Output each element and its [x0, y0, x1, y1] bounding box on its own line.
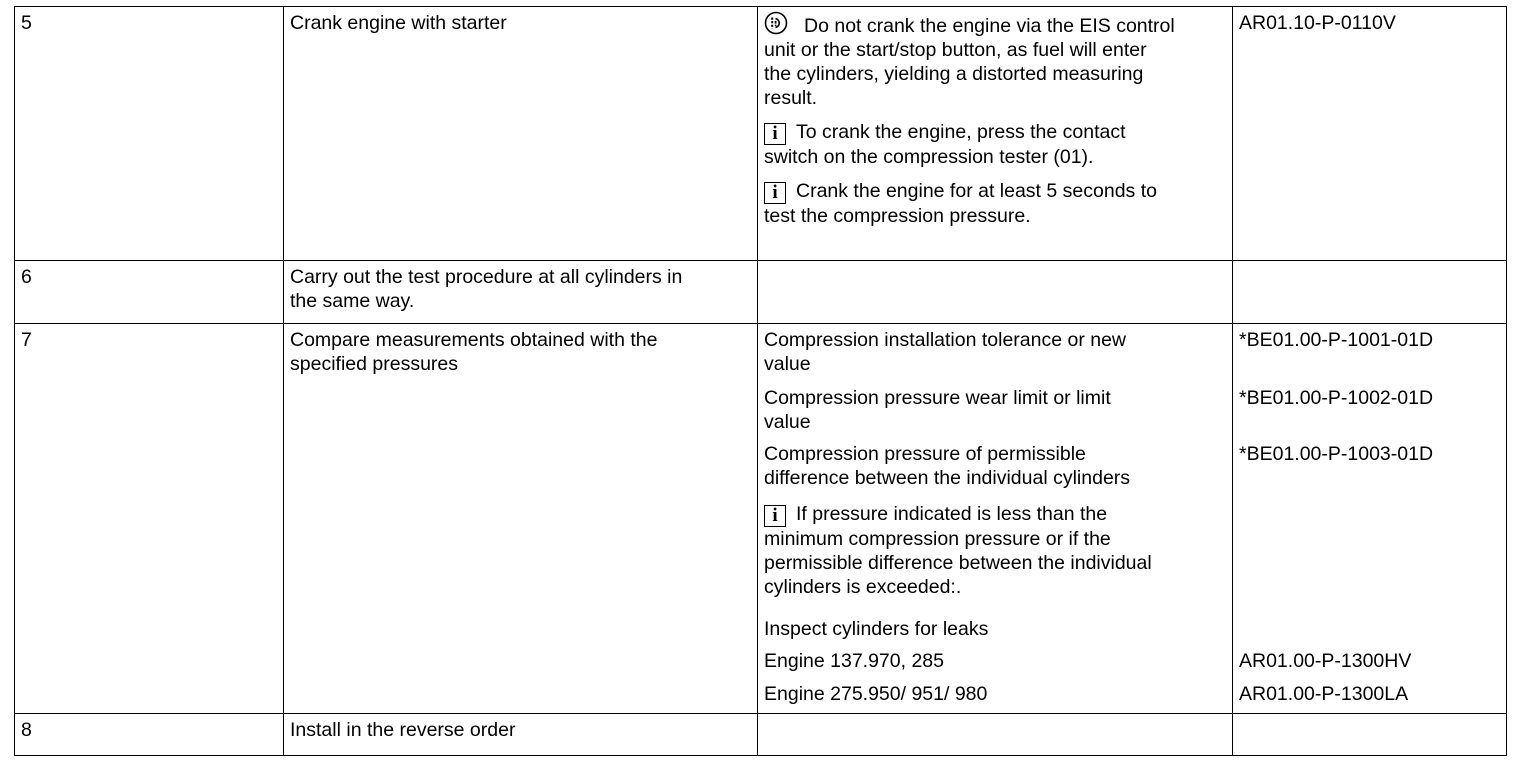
info-note-duration: i Crank the engine for at least 5 seconds to test the compression pressure. [764, 180, 1157, 227]
spec-item-inspect: Inspect cylinders for leaks [764, 618, 989, 640]
step-action: Compare measurements obtained with the specified pressures [284, 324, 758, 714]
spec-item-engine-275: Engine 275.950/ 951/ 980 [764, 683, 988, 705]
warning-icon [764, 11, 788, 35]
step-reference [1233, 324, 1507, 714]
ref-engine-137: AR01.00-P-1300HV [1239, 650, 1412, 672]
step-reference: AR01.10-P-0110V [1233, 7, 1507, 261]
spec-item-difference: Compression pressure of permissible difference between the individual cylinders [764, 443, 1131, 489]
info-icon: i [764, 505, 786, 527]
table-row-step-5 [15, 7, 1507, 261]
procedure-table [14, 6, 1507, 756]
warning-note: Do not crank the engine via the EIS control unit or the start/stop button, as fuel will enter the cylinders, yielding a distorted measuring result. [764, 11, 1226, 110]
step-number: 7 [15, 324, 284, 714]
ref-new-value: *BE01.00-P-1001-01D [1239, 329, 1434, 351]
step-number: 8 [15, 714, 284, 756]
ref-engine-275: AR01.00-P-1300LA [1239, 683, 1409, 705]
step-number: 5 [15, 7, 284, 261]
ref-inspect [1239, 617, 1500, 649]
step-reference [1233, 714, 1507, 756]
step-reference [1233, 261, 1507, 324]
step-notes [758, 324, 1233, 714]
step-action: Crank engine with starter [284, 7, 758, 261]
step-notes [758, 714, 1233, 756]
ref-difference: *BE01.00-P-1003-01D [1239, 443, 1434, 465]
table-row-step-7 [15, 324, 1507, 714]
ref-wear-limit: *BE01.00-P-1002-01D [1239, 387, 1434, 409]
spec-item-wear-limit: Compression pressure wear limit or limit value [764, 387, 1111, 433]
table-row-step-6 [15, 261, 1507, 324]
step-notes [758, 261, 1233, 324]
info-icon: i [764, 182, 786, 204]
table-row-step-8 [15, 714, 1507, 756]
step-number: 6 [15, 261, 284, 324]
step-action: Install in the reverse order [284, 714, 758, 756]
step-notes [758, 7, 1233, 261]
info-icon: i [764, 123, 786, 145]
info-note-pressure: i If pressure indicated is less than the minimum compression pressure or if the permissible difference between the individual cylinders is exceeded:. [764, 503, 1152, 598]
info-note-crank: i To crank the engine, press the contact switch on the compression tester (01). [764, 121, 1126, 168]
ref-info [1239, 500, 1500, 617]
step-action: Carry out the test procedure at all cylinders in the same way. [284, 261, 758, 324]
spec-item-engine-137: Engine 137.970, 285 [764, 650, 944, 672]
spec-item-new-value: Compression installation tolerance or new value [764, 329, 1127, 375]
